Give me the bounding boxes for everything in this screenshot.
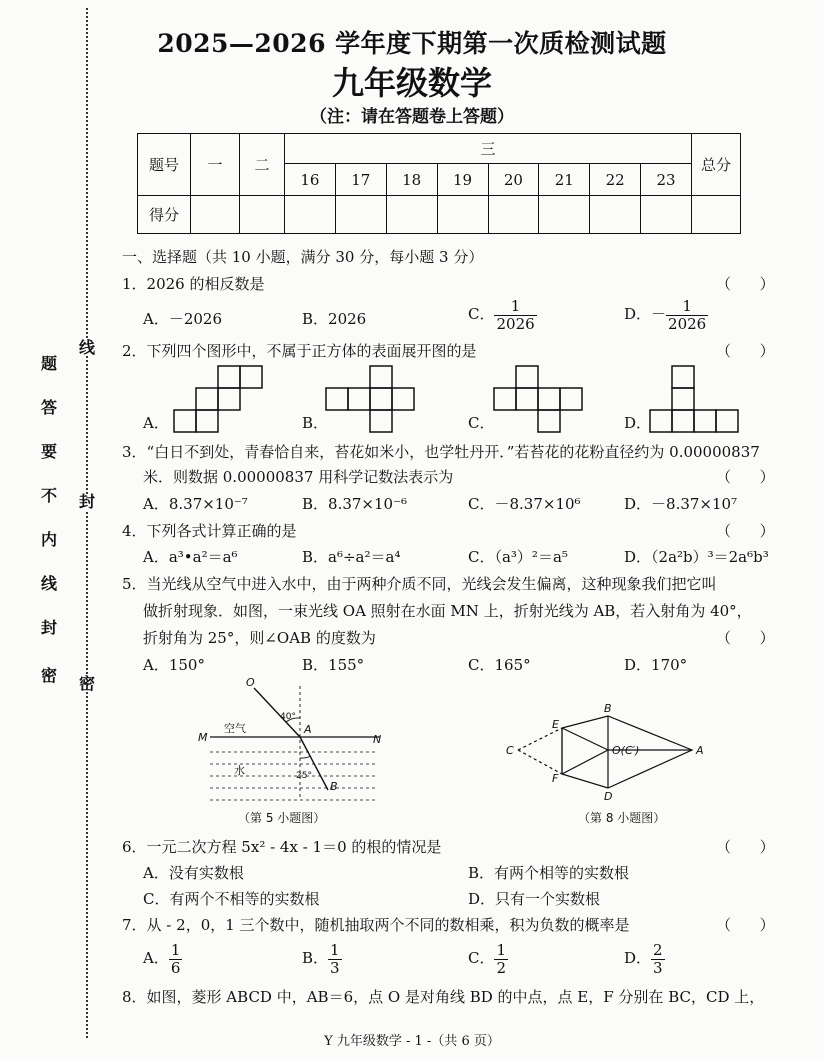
sub-question-number: 18 [386,164,437,196]
q3-stem-line1: 3．“白日不到处，青春恰自来，苔花如米小，也学牡丹开．”若苔花的花粉直径约为 0.00000837 [122,443,760,461]
col-section-1: 一 [191,134,240,196]
label-e: E [552,718,559,731]
label-angle-in: 40° [280,712,296,722]
q4-answer-blank[interactable]: （ ） [716,522,775,540]
label-n: N [373,733,382,746]
q2-net-d [650,366,738,432]
q1-answer-blank[interactable]: （ ） [716,275,775,293]
label-c: C [506,744,514,757]
q1-option-c-label: C． [468,305,495,323]
exam-title: 2025—2026 学年度下期第一次质检测试题 [157,29,667,58]
exam-note: （注：请在答题卷上答题） [310,107,514,127]
dot-label-xian: 线 [78,338,95,357]
row-label-question: 题号 [138,134,191,196]
q5-option-b: B．155° [302,656,365,674]
label-b: B [330,780,338,793]
label-m: M [198,731,208,744]
side-char: 内 [40,530,57,549]
q1-c-num: 1 [494,298,536,316]
segment-eo [562,728,608,750]
figure-8-rhombus [500,700,720,830]
q3-option-a: A．8.37×10⁻⁷ [143,495,248,513]
q3-answer-blank[interactable]: （ ） [716,468,775,486]
q7-option-c-label: C． [468,949,495,967]
q5-option-c: C．165° [468,656,531,674]
q1-c-den: 2026 [496,314,535,333]
segment-fo [562,750,608,774]
q5-stem-line3: 折射角为 25°，则∠OAB 的度数为 [143,629,376,647]
fraction-denominator: 2 [496,958,507,977]
col-section-3: 三 [285,134,692,164]
q6-option-a: A．没有实数根 [143,864,244,882]
angle-arc-out [300,756,311,758]
q2-option-c: C． [468,414,495,432]
refracted-ray-ab [300,737,328,790]
q6-answer-blank[interactable]: （ ） [716,838,775,856]
q6-option-c: C．有两个不相等的实数根 [143,890,320,908]
q4-stem: 4．下列各式计算正确的是 [122,522,297,540]
q1-option-b: B．2026 [302,310,367,328]
label-a: A [304,723,312,736]
q5-option-d: D．170° [624,656,688,674]
q8-stem: 8．如图，菱形 ABCD 中，AB＝6，点 O 是对角线 BD 的中点，点 E，F 分别在 BC，CD 上， [122,988,765,1006]
q1-d-num: 1 [666,298,708,316]
row-label-score: 得分 [138,196,191,234]
col-section-2: 二 [240,134,285,196]
q4-option-d: D．（2a²b）³＝2a⁶b³ [624,548,769,566]
q2-option-a: A． [143,414,169,432]
q7-option-a [143,942,182,976]
sub-question-number: 22 [590,164,641,196]
label-angle-out: 25° [296,771,312,781]
side-char: 不 [40,486,57,505]
label-b: B [604,702,612,715]
sub-question-number: 17 [335,164,386,196]
q7-option-a-label: A． [143,949,169,967]
sub-question-number: 23 [641,164,692,196]
q7-option-b [302,942,342,976]
q4-option-c: C．（a³）²＝a⁵ [468,548,568,566]
fraction-numerator: 1 [330,941,340,959]
label-a: A [696,744,704,757]
q3-stem-line2: 米．则数据 0.00000837 用科学记数法表示为 [143,468,454,486]
fraction-denominator: 3 [330,958,340,977]
label-air: 空气 [224,722,246,735]
q5-answer-blank[interactable]: （ ） [716,629,775,647]
q5-stem-line1: 5．当光线从空气中进入水中，由于两种介质不同，光线会发生偏离，这种现象我们把它叫 [122,575,717,593]
label-d: D [604,790,613,803]
label-o: O(C′) [612,744,640,757]
page-footer: Y 九年级数学 - 1 -（共 6 页） [324,1034,500,1049]
q7-option-b-label: B． [302,949,329,967]
q3-option-c: C．－8.37×10⁶ [468,495,581,513]
side-char: 密 [40,666,57,685]
q2-net-b [326,366,414,432]
q1-stem: 1．2026 的相反数是 [122,275,265,293]
side-char: 封 [40,618,57,637]
q2-option-d: D． [624,414,652,432]
section-heading: 一、选择题（共 10 小题，满分 30 分，每小题 3 分） [122,248,484,266]
label-f: F [552,772,559,785]
q2-net-c [494,366,582,432]
dot-label-mi: 密 [78,674,95,693]
q3-option-b: B．8.37×10⁻⁶ [302,495,408,513]
q1-d-den: 2026 [668,314,707,333]
q3-option-d: D．－8.37×10⁷ [624,495,738,513]
q7-option-d-label: D． [624,949,652,967]
side-char: 题 [40,354,57,373]
label-water: 水 [234,764,245,777]
q7-option-c [468,942,508,976]
fraction-numerator: 1 [496,941,507,959]
subject-title: 九年级数学 [331,64,492,102]
label-o: O [246,676,255,689]
col-total: 总分 [692,134,741,196]
q6-option-d: D．只有一个实数根 [468,890,601,908]
q7-option-c-fraction [494,942,508,976]
dashed-ce [518,728,562,750]
q6-stem: 6．一元二次方程 5x² - 4x - 1＝0 的根的情况是 [122,838,442,856]
sub-question-number: 19 [437,164,488,196]
q7-answer-blank[interactable]: （ ） [716,916,775,934]
q5-stem-line2: 做折射现象．如图，一束光线 OA 照射在水面 MN 上，折射光线为 AB，若入射角为 40°， [143,602,752,620]
sub-question-number: 21 [539,164,590,196]
figure-8-caption: （第 8 小题图） [578,811,666,825]
q6-option-b: B．有两个相等的实数根 [468,864,630,882]
q1-option-d-label: D．－ [624,305,667,323]
q7-option-b-fraction [328,942,342,976]
fraction-numerator: 1 [170,941,181,959]
q2-option-b: B． [302,414,329,432]
side-char: 答 [40,398,57,417]
q7-stem: 7．从 - 2，0，1 三个数中，随机抽取两个不同的数相乘，积为负数的概率是 [122,916,630,934]
sub-question-number: 16 [285,164,336,196]
fraction-numerator: 2 [653,941,663,959]
q4-option-a: A．a³•a²＝a⁶ [143,548,238,566]
q2-answer-blank[interactable]: （ ） [716,342,775,360]
fraction-denominator: 6 [170,958,181,977]
dot-label-feng: 封 [78,492,95,511]
q4-option-b: B．a⁶÷a²＝a⁴ [302,548,401,566]
q7-option-d [624,942,665,976]
figure-5-refraction [190,672,390,830]
q5-option-a: A．150° [143,656,205,674]
q2-cube-nets [0,0,824,440]
q7-option-a-fraction [169,942,183,976]
side-char: 线 [40,574,57,593]
q7-option-d-fraction [651,942,665,976]
dashed-cf [518,750,562,774]
sub-question-number: 20 [488,164,539,196]
fraction-denominator: 3 [653,958,663,977]
figure-5-caption: （第 5 小题图） [238,811,326,825]
q1-option-a: A．－2026 [143,310,223,328]
q2-stem: 2．下列四个图形中，不属于正方体的表面展开图的是 [122,342,477,360]
q2-net-a [174,366,262,432]
side-char: 要 [40,442,57,461]
